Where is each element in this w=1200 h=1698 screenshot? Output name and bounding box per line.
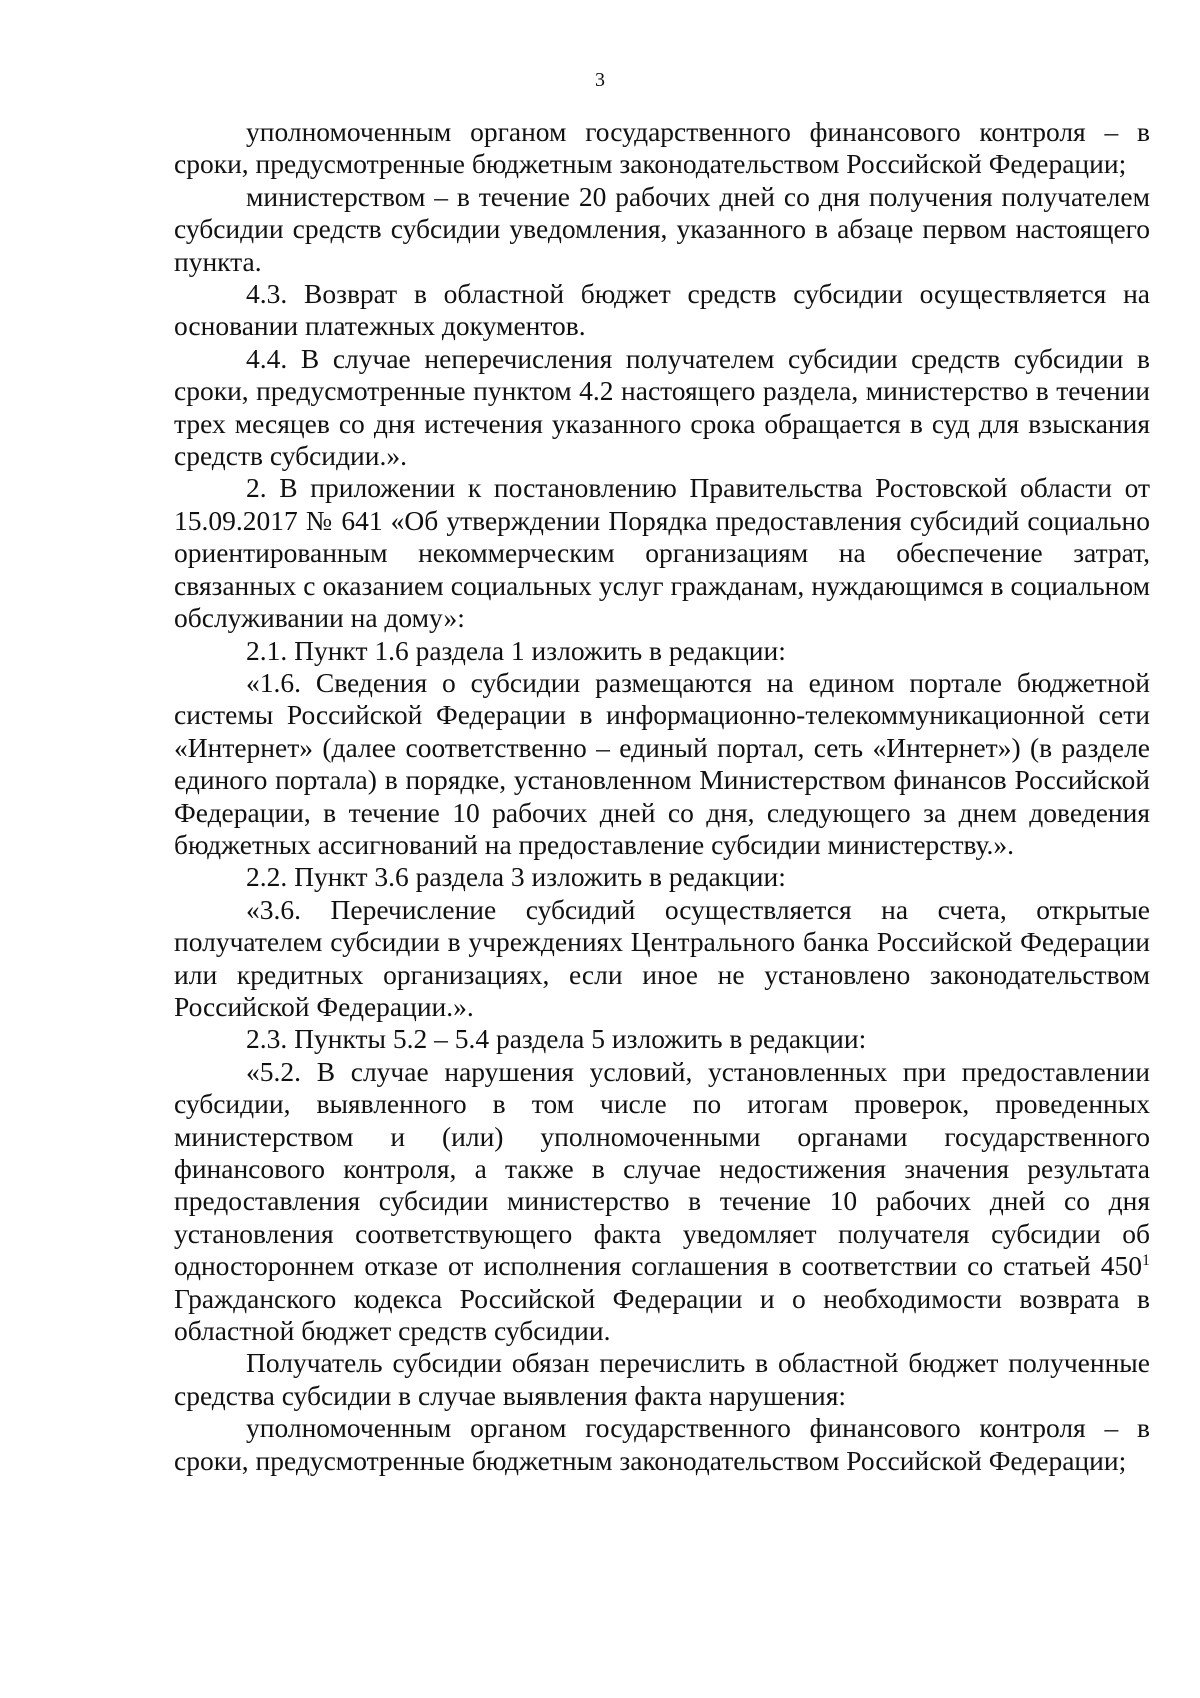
paragraph-1-6: «1.6. Сведения о субсидии размещаются на едином портале бюджетной системы Российской Федерации в информационно-телекоммуникационной сети «Интернет» (далее соответственно – единый портал, сеть «Интернет») (в разделе единого портала) в порядке, установленном Министерством финансов Российской Федерации, в течение 10 рабочих дней со дня, следующего за днем доведения бюджетных ассигнований на предоставление субсидии министерству.». <box>174 666 1150 860</box>
page-number: 3 <box>595 69 605 91</box>
paragraph-3-6: «3.6. Перечисление субсидий осуществляется на счета, открытые получателем субсидии в учреждениях Центрального банка Российской Федерации или кредитных организациях, если иное не установлено законодательством Российской Федерации.». <box>174 893 1150 1022</box>
paragraph: уполномоченным органом государственного финансового контроля – в сроки, предусмотренные бюджетным законодательством Российской Федерации; <box>174 1412 1150 1476</box>
paragraph-5-2 <box>174 1056 1150 1348</box>
paragraph-2-1: 2.1. Пункт 1.6 раздела 1 изложить в редакции: <box>246 634 786 666</box>
paragraph-5-2-text-end: Гражданского кодекса Российской Федерации и о необходимости возврата в областной бюджет средств субсидии. <box>174 1282 1150 1347</box>
paragraph-2: 2. В приложении к постановлению Правительства Ростовской области от 15.09.2017 № 641 «Об утверждении Порядка предоставления субсидий социально ориентированным некоммерческим организациям на обеспечение затрат, связанных с оказанием социальных услуг гражданам, нуждающимся в социальном обслуживании на дому»: <box>174 472 1150 634</box>
paragraph-4-4: 4.4. В случае неперечисления получателем субсидии средств субсидии в сроки, предусмотренные пунктом 4.2 настоящего раздела, министерство в течении трех месяцев со дня истечения указанного срока обращается в суд для взыскания средств субсидии.». <box>174 342 1150 472</box>
paragraph-2-3: 2.3. Пункты 5.2 – 5.4 раздела 5 изложить в редакции: <box>246 1023 867 1055</box>
article-superscript: 1 <box>1142 1252 1150 1270</box>
paragraph: Получатель субсидии обязан перечислить в областной бюджет полученные средства субсидии в случае выявления факта нарушения: <box>174 1347 1150 1411</box>
paragraph-2-2: 2.2. Пункт 3.6 раздела 3 изложить в редакции: <box>246 861 786 893</box>
document-body <box>174 116 1150 1477</box>
paragraph-4-3: 4.3. Возврат в областной бюджет средств субсидии осуществляется на основании платежных документов. <box>174 278 1150 342</box>
paragraph-5-2-text: «5.2. В случае нарушения условий, установленных при предоставлении субсидии, выявленного в том числе по итогам проверок, проведенных министерством и (или) уполномоченными органами государственного финансового контроля, а также в случае недостижения значения результата предоставления субсидии министерство в течение 10 рабочих дней со дня установления соответствующего факта уведомляет получателя субсидии об одностороннем отказе от исполнения соглашения в соответствии со статьей 450 <box>174 1055 1150 1282</box>
paragraph: уполномоченным органом государственного финансового контроля – в сроки, предусмотренные бюджетным законодательством Российской Федерации; <box>174 116 1150 180</box>
paragraph: министерством – в течение 20 рабочих дней со дня получения получателем субсидии средств субсидии уведомления, указанного в абзаце первом настоящего пункта. <box>174 180 1150 277</box>
